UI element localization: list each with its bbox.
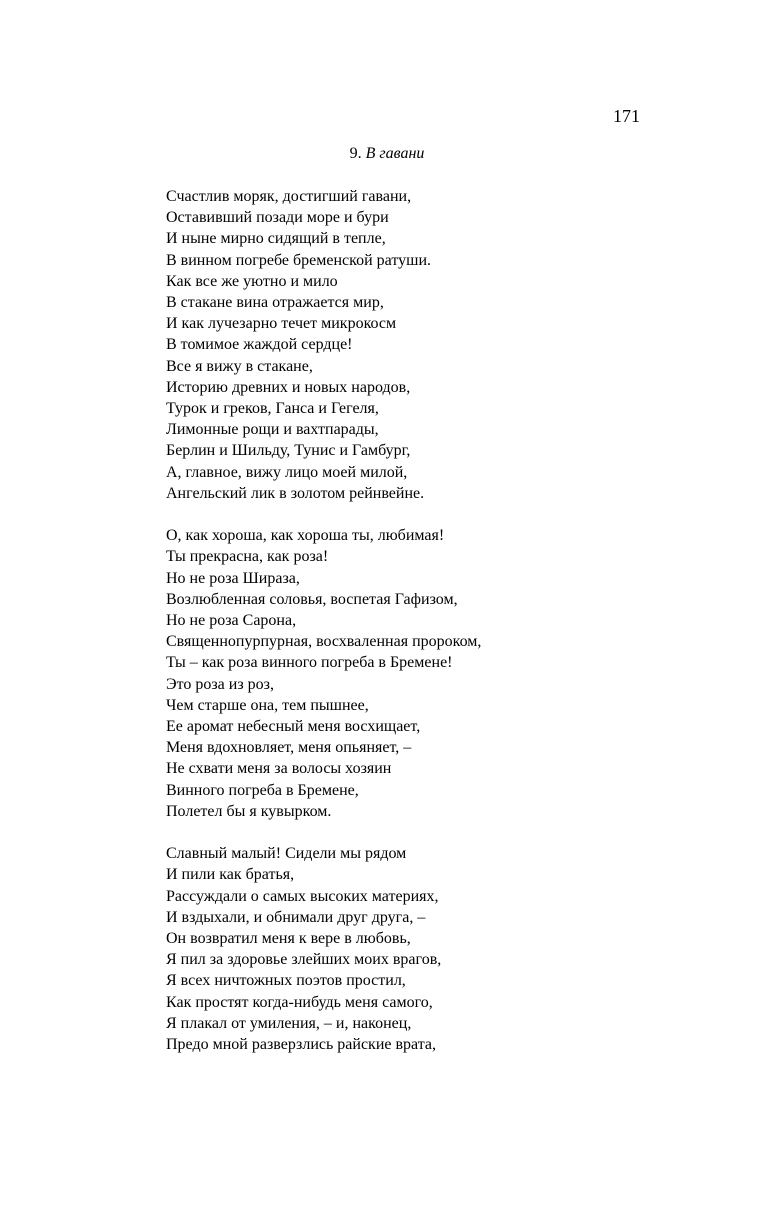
stanza xyxy=(166,525,646,822)
stanza xyxy=(166,186,646,504)
poem-line: Ангельский лик в золотом рейнвейне. xyxy=(166,484,425,502)
poem-number: 9. xyxy=(349,145,362,162)
poem-line: Ты прекрасна, как роза! xyxy=(166,548,329,566)
poem-line: Но не роза Шираза, xyxy=(166,569,300,587)
poem-line: И ныне мирно сидящий в тепле, xyxy=(166,230,386,248)
poem-line: Оставивший позади море и бури xyxy=(166,209,389,227)
poem-line: В стакане вина отражается мир, xyxy=(166,294,384,312)
poem-line: Лимонные рощи и вахтпарады, xyxy=(166,421,379,439)
poem-title xyxy=(166,143,608,165)
poem-line: Я пил за здоровье злейших моих врагов, xyxy=(166,951,442,969)
poem-line: Это роза из роз, xyxy=(166,675,274,693)
poem-line: Как простят когда-нибудь меня самого, xyxy=(166,993,433,1011)
poem-line: Но не роза Сарона, xyxy=(166,612,297,630)
poem-line: Не схвати меня за волосы хозяин xyxy=(166,760,392,778)
poem-line: О, как хороша, как хороша ты, любимая! xyxy=(166,527,445,545)
poem-line: Винного погреба в Бремене, xyxy=(166,781,359,799)
poem-line: И как лучезарно течет микрокосм xyxy=(166,315,397,333)
page-number: 171 xyxy=(613,106,640,126)
poem-line: Он возвратил меня к вере в любовь, xyxy=(166,930,411,948)
poem-line: А, главное, вижу лицо моей милой, xyxy=(166,463,408,481)
poem-line: Меня вдохновляет, меня опьяняет, – xyxy=(166,739,412,757)
poem-line: И вздыхали, и обнимали друг друга, – xyxy=(166,908,426,926)
poem-line: Возлюбленная соловья, воспетая Гафизом, xyxy=(166,590,458,608)
poem-line: Как все же уютно и мило xyxy=(166,272,338,290)
poem-line: Я плакал от умиления, – и, наконец, xyxy=(166,1014,412,1032)
poem-line: Рассуждали о самых высоких материях, xyxy=(166,887,439,905)
poem-line: Священнопурпурная, восхваленная пророком, xyxy=(166,633,482,651)
poem-body xyxy=(166,186,646,1076)
poem-line: Ее аромат небесный меня восхищает, xyxy=(166,718,421,736)
stanza xyxy=(166,843,646,1055)
poem-line: Чем старше она, тем пышнее, xyxy=(166,696,369,714)
poem-line: Полетел бы я кувырком. xyxy=(166,802,332,820)
poem-line: В винном погребе бременской ратуши. xyxy=(166,251,431,269)
poem-line: И пили как братья, xyxy=(166,866,295,884)
poem-line: Я всех ничтожных поэтов простил, xyxy=(166,972,406,990)
poem-line: В томимое жаждой сердце! xyxy=(166,336,353,354)
poem-line: Ты – как роза винного погреба в Бремене! xyxy=(166,654,453,672)
poem-line: Берлин и Шильду, Тунис и Гамбург, xyxy=(166,442,411,460)
poem-line: Славный малый! Сидели мы рядом xyxy=(166,845,407,863)
poem-line: Все я вижу в стакане, xyxy=(166,357,313,375)
poem-line: Счастлив моряк, достигший гавани, xyxy=(166,188,412,205)
poem-name: В гавани xyxy=(365,145,425,162)
poem-line: Турок и греков, Ганса и Гегеля, xyxy=(166,400,379,418)
poem-line: Предо мной разверзлись райские врата, xyxy=(166,1036,437,1054)
poem-line: Историю древних и новых народов, xyxy=(166,378,411,396)
